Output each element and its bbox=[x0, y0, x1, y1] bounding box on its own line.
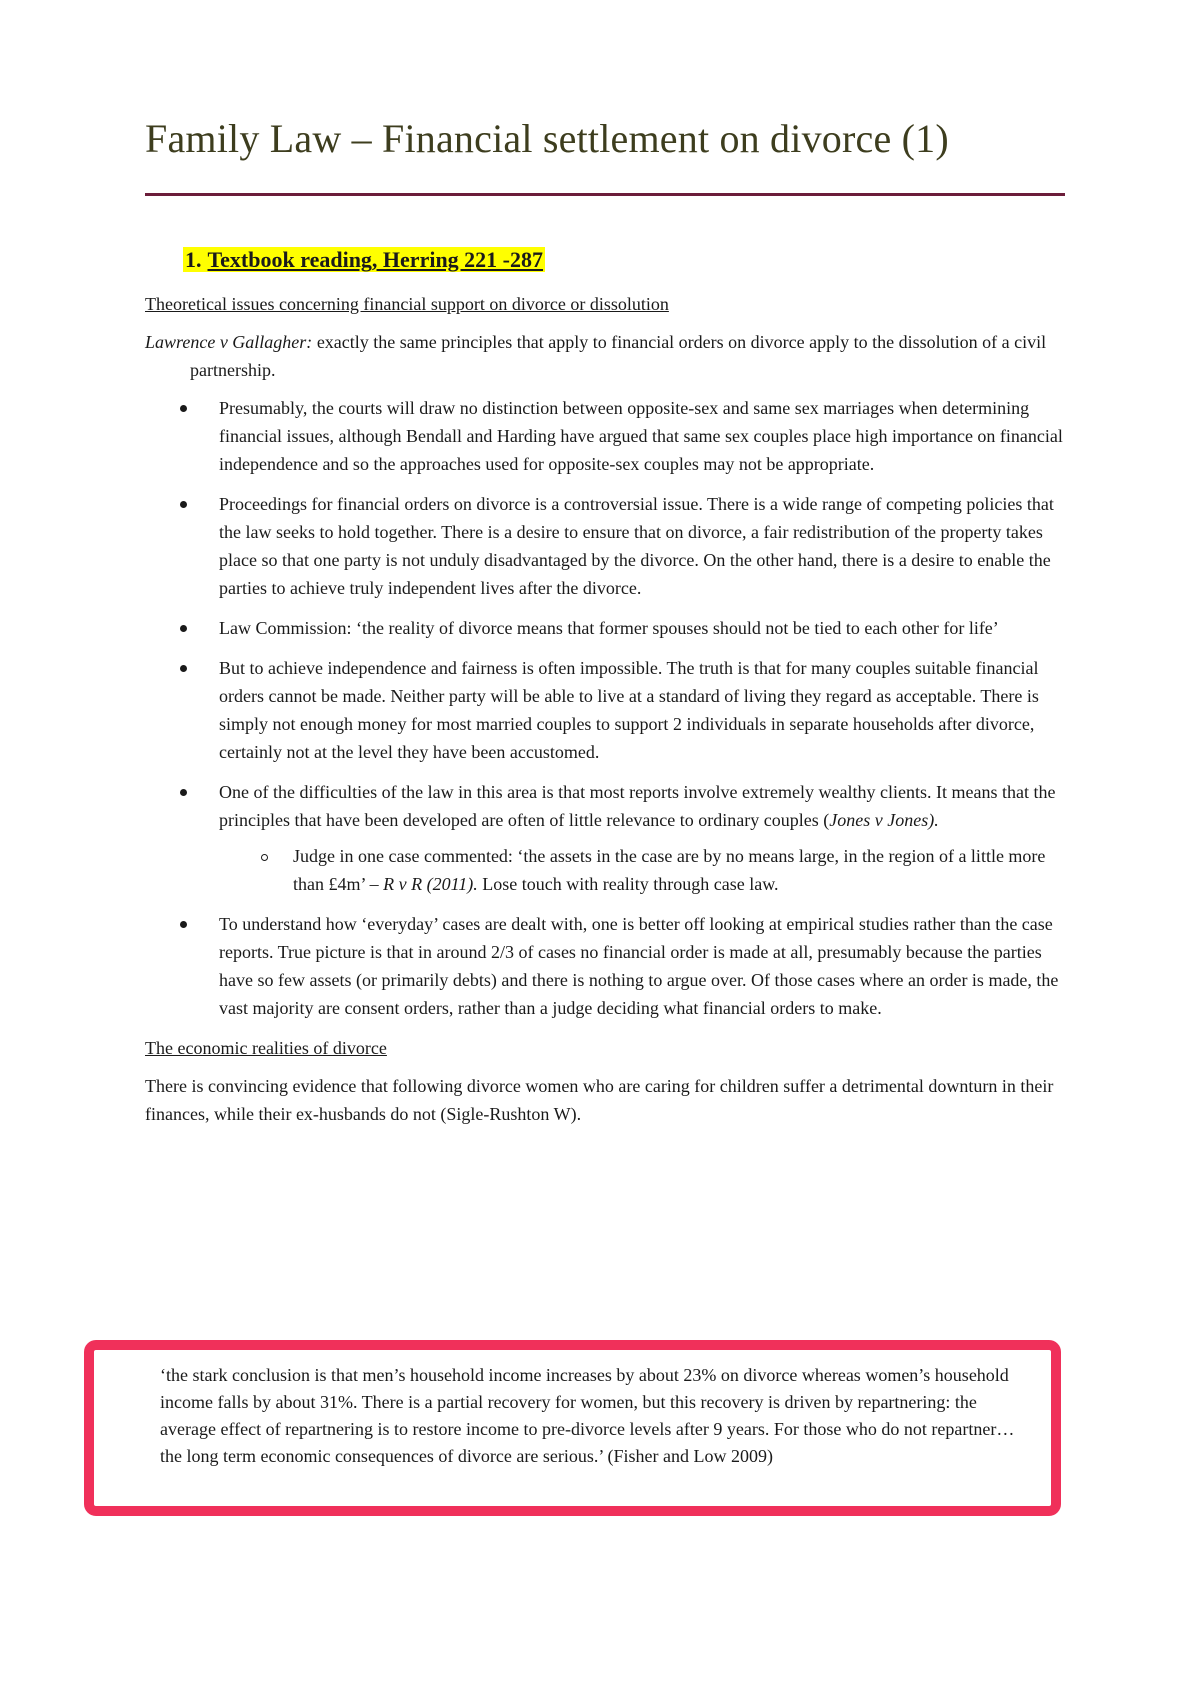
bullet-item bbox=[145, 394, 1075, 478]
subheading-theoretical-issues: Theoretical issues concerning financial support on divorce or dissolution bbox=[145, 294, 669, 314]
bullet-item bbox=[145, 654, 1075, 766]
intro-paragraph bbox=[145, 328, 1075, 384]
section-number: 1. bbox=[183, 247, 208, 272]
case-name-jones: Jones v Jones). bbox=[829, 810, 939, 830]
bullet-item bbox=[145, 910, 1075, 1022]
bullet-list bbox=[145, 394, 1075, 1022]
bullet-text: Proceedings for financial orders on divorce is a controversial issue. There is a wide range of competing policies that the law seeks to hold together. There is a desire to ensure that on divorce, a fair redistribution of the property takes place so that one party is not unduly disadvantaged by the divorce. On the other hand, there is a desire to enable the parties to achieve truly independent lives after the divorce. bbox=[219, 494, 1054, 598]
bullet-dot-icon bbox=[180, 665, 187, 672]
document-body bbox=[145, 290, 1075, 1138]
fisher-low-quote: ‘the stark conclusion is that men’s household income increases by about 23% on divorce whereas women’s household income falls by about 31%. There is a partial recovery for women, but this recovery is driven by repartnering: the average effect of repartnering is to restore income to pre-divorce levels after 9 years. For those who do not repartner…the long term economic consequences of divorce are serious.’ (Fisher and Low 2009) bbox=[160, 1365, 1015, 1466]
bullet-dot-icon bbox=[180, 789, 187, 796]
bullet-dot-icon bbox=[180, 501, 187, 508]
bullet-dot-icon bbox=[180, 921, 187, 928]
sub-bullet-text-b: Lose touch with reality through case law. bbox=[477, 874, 779, 894]
subheading-economic-realities: The economic realities of divorce bbox=[145, 1038, 387, 1058]
sub-bullet-text-a: Judge in one case commented: ‘the assets in the case are by no means large, in the region of a little more than £4m’ – bbox=[293, 846, 1046, 894]
bullet-item bbox=[145, 490, 1075, 602]
bullet-item bbox=[145, 778, 1075, 898]
bullet-text: Law Commission: ‘the reality of divorce means that former spouses should not be tied to each other for life’ bbox=[219, 618, 999, 638]
title-divider bbox=[145, 193, 1065, 196]
sub-bullet-circle-icon bbox=[261, 854, 268, 861]
section-heading-text: Textbook reading, Herring 221 -287 bbox=[207, 247, 544, 272]
bullet-dot-icon bbox=[180, 405, 187, 412]
page-title: Family Law – Financial settlement on divorce (1) bbox=[145, 116, 949, 161]
bullet-text: Presumably, the courts will draw no distinction between opposite-sex and same sex marriages when determining financial issues, although Bendall and Harding have argued that same sex couples place high importance on financial independence and so the approaches used for opposite-sex couples may not be appropriate. bbox=[219, 398, 1063, 474]
bullet-text: To understand how ‘everyday’ cases are dealt with, one is better off looking at empirical studies rather than the case reports. True picture is that in around 2/3 of cases no financial order is made at all, presumably because the parties have so few assets (or primarily debts) and there is nothing to argue over. Of those cases where an order is made, the vast majority are consent orders, rather than a judge deciding what financial orders to make. bbox=[219, 914, 1059, 1018]
case-name-lawrence: Lawrence v Gallagher: bbox=[145, 332, 313, 352]
bullet-text: But to achieve independence and fairness is often impossible. The truth is that for many couples suitable financial orders cannot be made. Neither party will be able to live at a standard of living they regard as acceptable. There is simply not enough money for most married couples to support 2 individuals in separate households after divorce, certainly not at the level they have been accustomed. bbox=[219, 658, 1039, 762]
bullet-item bbox=[145, 614, 1075, 642]
bullet-dot-icon bbox=[180, 625, 187, 632]
bullet-text: One of the difficulties of the law in this area is that most reports involve extremely wealthy clients. It means that the principles that have been developed are often of little relevance to ordinary couples ( bbox=[219, 782, 1056, 830]
case-name-r-v-r: R v R (2011). bbox=[383, 874, 478, 894]
section-heading bbox=[183, 247, 545, 273]
intro-text: exactly the same principles that apply to financial orders on divorce apply to the dissolution of a civil partnership. bbox=[190, 332, 1047, 380]
sub-bullet-list bbox=[219, 842, 1075, 898]
sub-bullet-item bbox=[219, 842, 1075, 898]
economic-paragraph: There is convincing evidence that following divorce women who are caring for children suffer a detrimental downturn in their finances, while their ex-husbands do not (Sigle-Rushton W). bbox=[145, 1076, 1054, 1124]
